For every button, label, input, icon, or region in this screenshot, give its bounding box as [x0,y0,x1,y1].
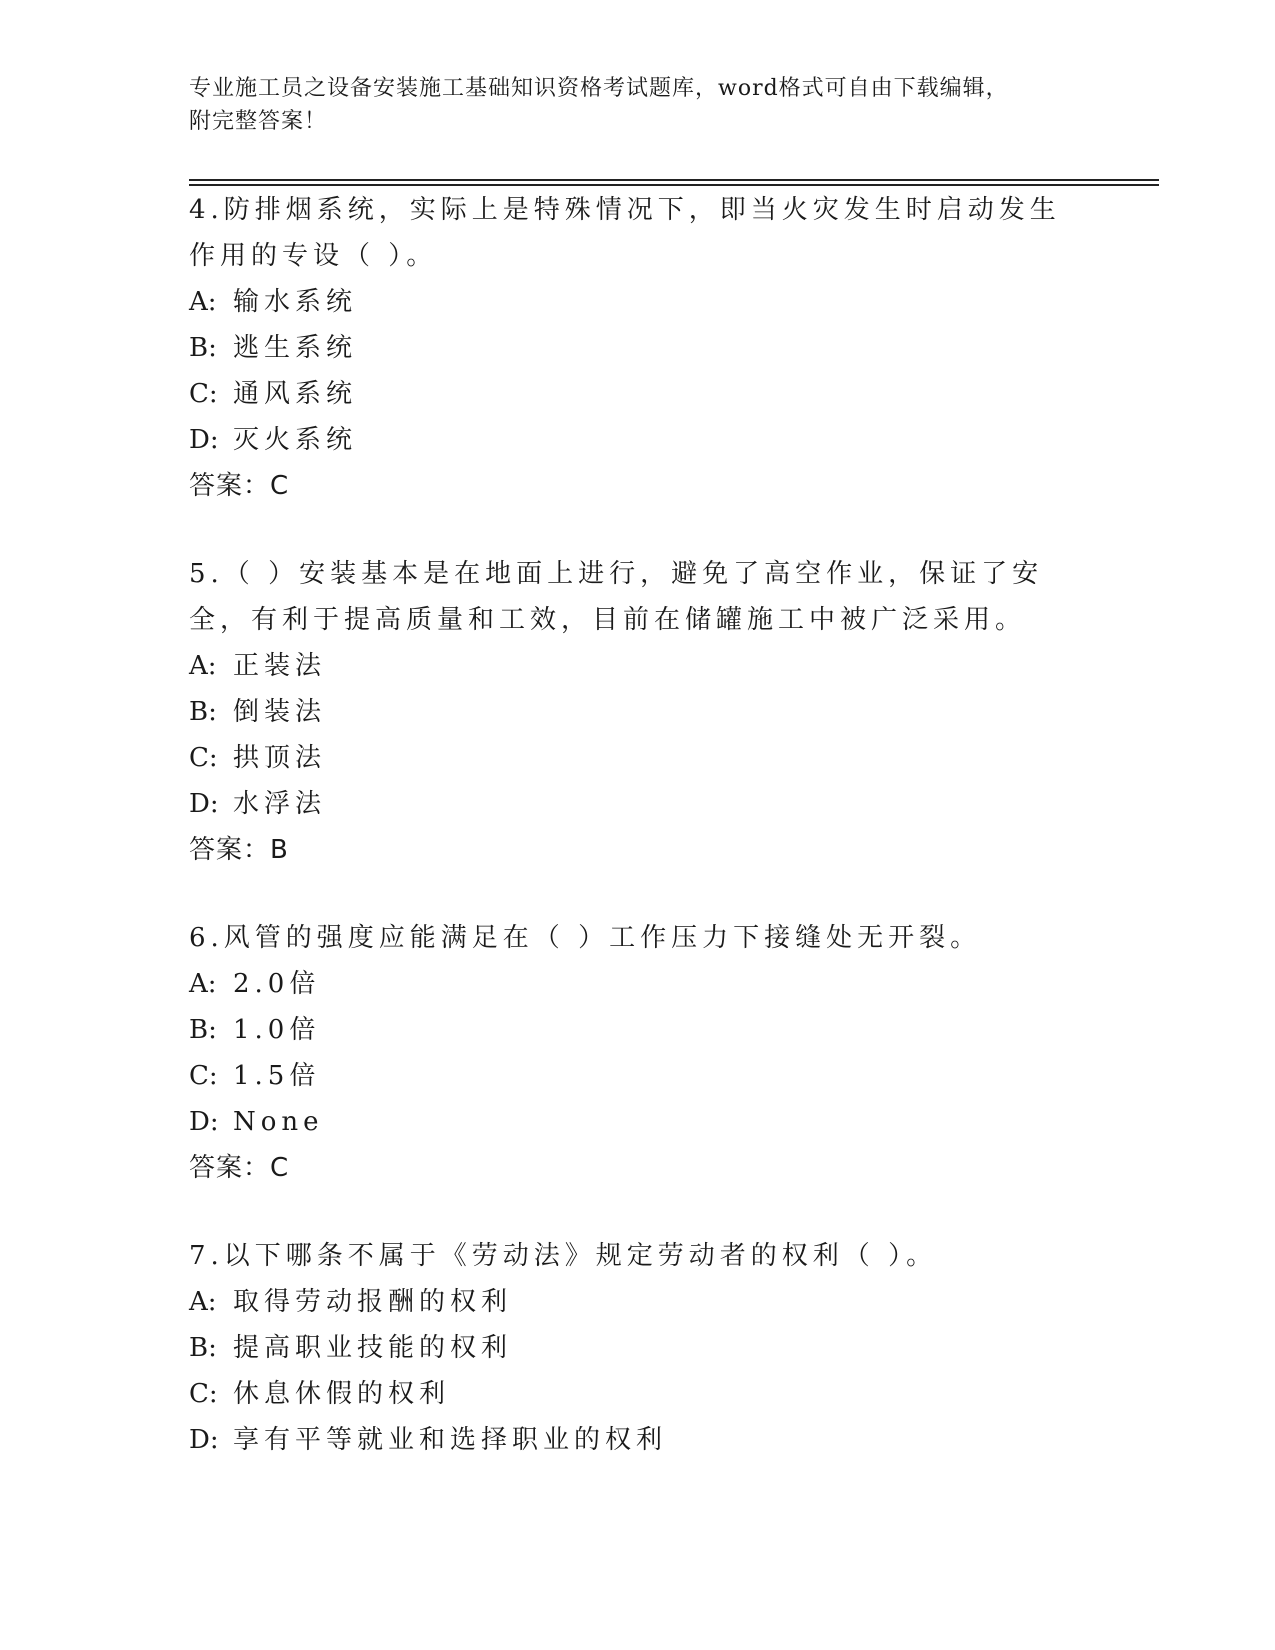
option-text: 灭火系统 [233,425,358,455]
option-d [189,417,1089,463]
option-d [189,1099,1089,1145]
spacer [189,509,1089,551]
question-7 [189,1233,1089,1463]
option-letter: C: [189,379,218,409]
option-letter: B: [189,1333,217,1363]
question-6 [189,915,1089,1191]
option-letter: D: [189,1425,219,1455]
question-stem: 4.防排烟系统，实际上是特殊情况下，即当火灾发生时启动发生作用的专设（ ）。 [189,195,1061,271]
option-letter: B: [189,333,217,363]
option-d [189,1417,1089,1463]
header-line-2: 附完整答案！ [189,109,328,134]
option-text: 休息休假的权利 [233,1379,451,1409]
option-text: 水浮法 [233,789,327,819]
option-b [189,1325,1089,1371]
option-b [189,1007,1089,1053]
header-line-1: 专业施工员之设备安装施工基础知识资格考试题库，word格式可自由下载编辑， [189,76,1009,101]
question-stem: 7.以下哪条不属于《劳动法》规定劳动者的权利（ ）。 [189,1241,938,1271]
option-letter: C: [189,1061,218,1091]
option-text: 享有平等就业和选择职业的权利 [233,1425,668,1455]
question-list [189,187,1089,1463]
spacer [189,1191,1089,1233]
answer-line: 答案：B [189,835,289,865]
option-c [189,735,1089,781]
question-stem: 5.（ ）安装基本是在地面上进行，避免了高空作业，保证了安全，有利于提高质量和工效，目前在储罐施工中被广泛采用。 [189,559,1044,635]
option-letter: B: [189,1015,217,1045]
option-a [189,1279,1089,1325]
option-letter: D: [189,1107,219,1137]
option-d [189,781,1089,827]
option-letter: A: [189,1287,217,1317]
option-letter: C: [189,743,218,773]
option-a [189,961,1089,1007]
option-letter: D: [189,789,219,819]
option-letter: C: [189,1379,218,1409]
spacer [189,873,1089,915]
header-divider-top [189,179,1159,181]
option-letter: A: [189,969,217,999]
option-b [189,689,1089,735]
option-text: None [233,1107,324,1137]
option-letter: B: [189,697,217,727]
option-a [189,279,1089,325]
option-letter: D: [189,425,219,455]
option-a [189,643,1089,689]
answer-line: 答案：C [189,1153,290,1183]
option-text: 1.5倍 [233,1061,321,1091]
header-divider-bottom [189,184,1159,186]
option-letter: A: [189,651,217,681]
option-text: 逃生系统 [233,333,358,363]
option-text: 输水系统 [233,287,358,317]
question-5 [189,551,1089,873]
question-4 [189,187,1089,509]
document-header [189,72,1069,138]
option-text: 正装法 [233,651,327,681]
option-text: 通风系统 [233,379,358,409]
option-text: 1.0倍 [233,1015,321,1045]
option-b [189,325,1089,371]
option-c [189,1053,1089,1099]
question-stem: 6.风管的强度应能满足在（ ）工作压力下接缝处无开裂。 [189,923,982,953]
option-letter: A: [189,287,217,317]
option-text: 提高职业技能的权利 [233,1333,513,1363]
answer-line: 答案：C [189,471,290,501]
option-c [189,371,1089,417]
option-text: 拱顶法 [233,743,327,773]
option-text: 2.0倍 [233,969,321,999]
option-text: 取得劳动报酬的权利 [233,1287,513,1317]
option-c [189,1371,1089,1417]
option-text: 倒装法 [233,697,327,727]
